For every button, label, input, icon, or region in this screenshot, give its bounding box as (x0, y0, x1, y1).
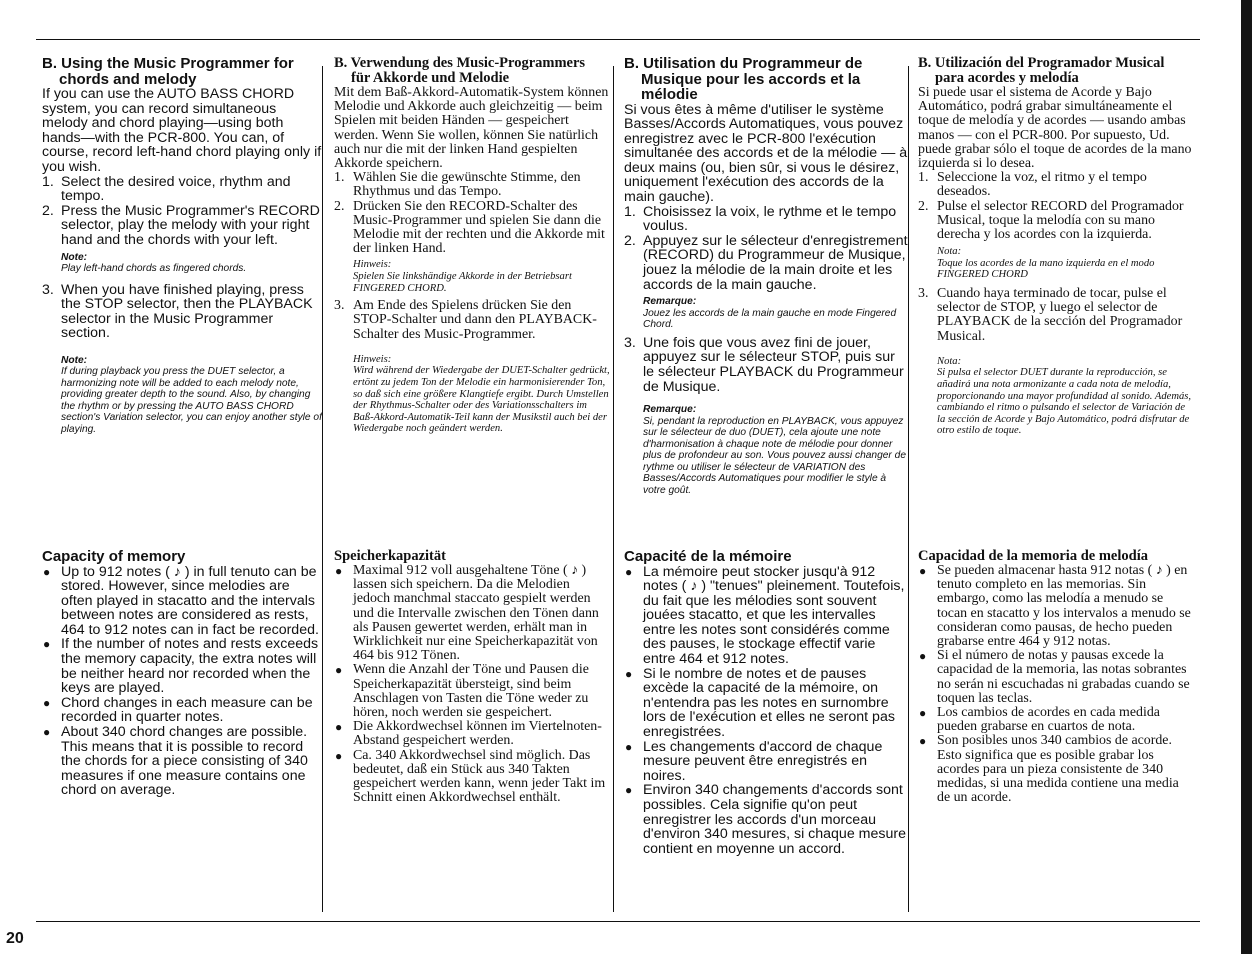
list-item: ● Chord changes in each measure can be recorded in quarter notes. (43, 694, 313, 726)
note-block: Remarque: Jouez les accords de la main gauche en mode Fingered Chord. (643, 296, 897, 331)
section-heading: B. Utilisation du Programmeur de Musique pour les accords et la mélodie (624, 55, 863, 103)
spanish-section (918, 56, 1194, 437)
capacity-heading: Capacity of memory (42, 548, 186, 565)
intro-paragraph: If you can use the AUTO BASS CHORD system, you can record simultaneous melody and chord playing—using both hands—with the PCR-800. You can, of course, record left-hand chord playing only if you wish. (42, 86, 322, 175)
spanish-capacity-section (918, 549, 1194, 805)
note-block: Remarque: Si, pendant la reproduction en PLAYBACK, vous appuyez sur le sélecteur de duo (DUET), cela ajoute une note d'harmonisation à chaque note de mélodie pour donner plus de profondeur au son. Vous pouvez aussi changer de rythme ou utiliser le sélecteur de VARIATION des Basses/Accords Automatiques pour modifier le style à votre goût. (643, 404, 906, 496)
list-item: ● Ca. 340 Akkordwechsel sind möglich. Das bedeutet, daß ein Stück aus 340 Takten gespeichert werden kann, wenn jeder Takt im Schnitt einen Akkordwechsel enthält. (335, 747, 606, 806)
list-item: ● Les changements d'accord de chaque mesure peuvent être enregistrés en noires. (625, 738, 883, 784)
steps-list (42, 175, 322, 248)
step-item: 3. Une fois que vous avez fini de jouer, appuyez sur le sélecteur STOP, puis sur le sélecteur PLAYBACK du Programmeur de Musique. (624, 334, 904, 395)
note-block: Nota: Toque los acordes de la mano izquierda en el modo FINGERED CHORD (937, 246, 1155, 281)
german-section (334, 56, 610, 435)
french-section (624, 56, 908, 496)
section-heading: B. Utilización del Programador Musical para acordes y melodía (918, 55, 1165, 86)
section-heading: B. Verwendung des Music-Programmers für Akkorde und Melodie (334, 55, 586, 86)
list-item: ● Die Akkordwechsel können im Viertelnoten-Abstand gespeichert werden. (335, 719, 602, 749)
intro-paragraph: Si puede usar el sistema de Acorde y Bajo Automático, podrá grabar simultáneamente el toque de melodía y de acordes — usando ambas manos — con el PCR-800. Por supuesto, Ud. puede grabar sólo el toque de acordes de la mano izquierda si lo desea. (918, 85, 1192, 172)
note-block: Note: Play left-hand chords as fingered chords. (61, 251, 247, 275)
list-item: ● Wenn die Anzahl der Töne und Pausen die Speicherkapazität übersteigt, sind beim Anschlagen von Tasten die Töne weder zu hören, noch werden sie gespeichert. (335, 662, 589, 721)
steps-list (918, 171, 1194, 242)
steps-list (624, 205, 908, 293)
step-item: 3. Am Ende des Spielens drücken Sie den STOP-Schalter und dann den PLAYBACK-Schalter des Music-Programmer. (334, 298, 597, 342)
list-item: ● If the number of notes and rests exceeds the memory capacity, the extra notes will be neither heard nor recorded when the keys are played. (43, 636, 319, 697)
step-item: 3. Cuando haya terminado de tocar, pulse el selector de STOP, y luego el selector de PLAYBACK de la sección del Programador Musical. (918, 286, 1183, 344)
list-item: ● Los cambios de acordes en cada medida pueden grabarse en cuartos de nota. (919, 705, 1160, 735)
steps-list (918, 287, 1194, 344)
steps-list (334, 299, 610, 342)
step-item: 2. Press the Music Programmer's RECORD selector, play the melody with your right hand and the chords with your left. (42, 202, 320, 248)
capacity-heading: Capacité de la mémoire (624, 548, 792, 565)
section-heading: B. Using the Music Programmer for chords and melody (42, 55, 294, 88)
step-item: 2. Appuyez sur le sélecteur d'enregistrement (RECORD) du Programmeur de Musique, jouez la mélodie de la main droite et les accords de la main gauche. (624, 232, 908, 293)
capacity-heading: Speicherkapazität (334, 548, 446, 564)
list-item: ● About 340 chord changes are possible. This means that it is possible to record the chords for a piece consisting of 340 measures if one measure contains one chord on average. (43, 724, 308, 799)
list-item: ● Se pueden almacenar hasta 912 notas ( ♪ ) en tenuto completo en las memorias. Sin embargo, como las melodía a menudo se tocan en stacatto y los intervalos a menudo se consideran como pausas, de hecho pueden grabarse entre 464 y 912 notas. (919, 563, 1191, 650)
french-capacity-section (624, 549, 908, 856)
column-divider (908, 66, 909, 912)
page-number: 20 (6, 930, 24, 947)
list-item: ● La mémoire peut stocker jusqu'à 912 notes ( ♪ ) "tenues" pleinement. Toutefois, du fait que les mélodies sont souvent jouées stacatto, et que les intervalles entre les notes sont considérés comme des pauses, le stockage effectif varie entre 464 et 912 notes. (625, 563, 905, 668)
list-item: ● Maximal 912 voll ausgehaltene Töne ( ♪ ) lassen sich speichern. Da die Melodien jedoch manchmal staccato gespielt werden und die Intervalle zwischen den Tönen dann als Pausen gewertet werden, erhält man in Wirklichkeit nur eine Speicherkapazität von 464 bis 912 Tönen. (335, 563, 599, 664)
list-item: ● Environ 340 changements d'accords sont possibles. Cela signifie qu'on peut enregistrer les accords d'un morceau d'environ 340 mesures, si chaque mesure contient en moyenne un accord. (625, 782, 906, 857)
german-capacity-section (334, 549, 610, 805)
steps-list (624, 336, 908, 394)
note-block: Nota: Si pulsa el selector DUET durante la reproducción, se añadirá una nota armonizante a cada nota de melodía, proporcionando una mayor profundidad al sonido. Además, cambiando el ritmo o pulsando el selector de Variación de la sección de Acorde y Bajo Automático, podrá disfrutar de otro estilo de toque. (937, 355, 1192, 437)
english-capacity-section (42, 549, 322, 798)
step-item: 1. Choisissez la voix, le rythme et le tempo voulus. (624, 203, 897, 235)
step-item: 1. Select the desired voice, rhythm and tempo. (42, 173, 291, 205)
intro-paragraph: Mit dem Baß-Akkord-Automatik-System können Melodie und Akkorde auch gleichzeitig — beim Spielen mit beiden Händen — gespeichert werden. Wenn Sie wollen, können Sie natürlich auch nur die mit der linken Hand gespielten Akkorde speichern. (334, 85, 609, 172)
step-item: 2. Pulse el selector RECORD del Programador Musical, toque la melodía con su mano derecha y los acordes con la izquierda. (918, 198, 1184, 243)
capacity-list (42, 565, 322, 799)
column-divider (613, 66, 614, 912)
capacity-list (624, 565, 908, 857)
note-block: Note: If during playback you press the DUET selector, a harmonizing note will be added to each melody note, providing greater depth to the sound. Also, by changing the rhythm or by pressing the AUTO BASS CHORD section's Variation selector, you can enjoy another style of playing. (61, 354, 322, 435)
intro-paragraph: Si vous êtes à même d'utiliser le système Basses/Accords Automatiques, vous pouvez enregistrez avec le PCR-800 l'exécution simultanée des accords et de la mélodie — à deux mains (ou, bien sûr, si vous le désirez, uniquement l'exécution des accords de la main gauche). (624, 101, 908, 206)
steps-list (42, 283, 322, 341)
list-item: ● Son posibles unos 340 cambios de acorde. Esto significa que es posible grabar los acordes para un pieza consistente de 340 medidas, si una medida contiene una media de un acorde. (919, 733, 1179, 806)
steps-list (334, 171, 610, 256)
list-item: ● Si el número de notas y pausas excede la capacidad de la memoria, las notas sobrantes no serán ni escuchadas ni grabadas cuando se toquen las teclas. (919, 648, 1190, 706)
capacity-list (918, 564, 1194, 805)
capacity-list (334, 564, 610, 805)
step-item: 1. Seleccione la voz, el ritmo y el tempo deseados. (918, 170, 1147, 200)
step-item: 3. When you have finished playing, press the STOP selector, then the PLAYBACK selector in the Music Programmer section. (42, 281, 313, 342)
note-block: Hinweis: Wird während der Wiedergabe der DUET-Schalter gedrückt, ertönt zu jedem Ton der Melodie ein harmonisierender Ton, so daß sich eine größere Klangtiefe ergibt. Durch Umstellen der Rhythmus-Schalter oder des Variationsschalters im Baß-Akkord-Automatik-Teil kann der Musikstil auch bei der Wiedergabe noch geändert werden. (353, 353, 610, 435)
step-item: 2. Drücken Sie den RECORD-Schalter des Music-Programmer und spielen Sie dann die Melodie mit der rechten und die Akkorde mit der linken Hand. (334, 198, 605, 257)
capacity-heading: Capacidad de la memoria de melodía (918, 548, 1148, 564)
list-item: ● Up to 912 notes ( ♪ ) in full tenuto can be stored. However, since melodies are often played in stacatto and the intervals between notes are considered as rests, 464 to 912 notes can in fact be recorded. (43, 563, 319, 638)
list-item: ● Si le nombre de notes et de pauses excède la capacité de la mémoire, on n'entendra pas les notes en surnombre lors de l'exécution et elles ne seront pas enregistrées. (625, 665, 895, 741)
page-edge-shadow (1241, 0, 1252, 954)
step-item: 1. Wählen Sie die gewünschte Stimme, den Rhythmus und das Tempo. (334, 170, 581, 200)
note-block: Hinweis: Spielen Sie linkshändige Akkorde in der Betriebsart FINGERED CHORD. (353, 259, 572, 294)
column-divider (322, 66, 323, 912)
top-rule (36, 39, 1200, 40)
bottom-rule (36, 921, 1200, 922)
english-section (42, 56, 322, 435)
